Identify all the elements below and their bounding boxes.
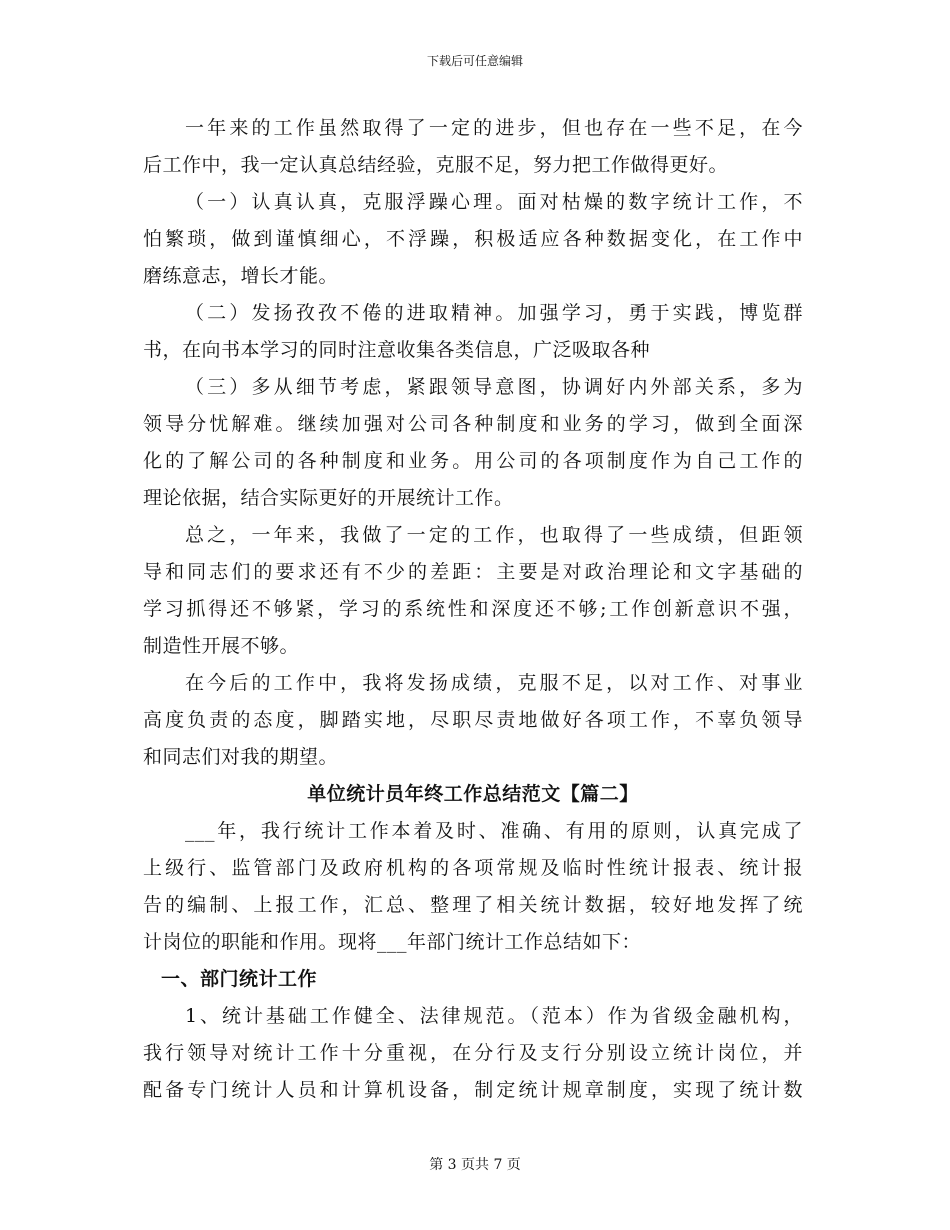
paragraph-line: 总之，一年来，我做了一定的工作，也取得了一些成绩，但距领 (185, 524, 803, 546)
paragraph-line: 在今后的工作中，我将发扬成绩，克服不足，以对工作、对事业 (185, 672, 803, 694)
paragraph-line: 计岗位的职能和作用。现将___年部门统计工作总结如下： (143, 931, 642, 953)
paragraph-line: （二）发扬孜孜不倦的进取精神。加强学习，勇于实践，博览群 (185, 302, 803, 324)
paragraph-line: 和同志们对我的期望。 (143, 746, 339, 768)
paragraph-line: 制造性开展不够。 (143, 635, 300, 657)
paragraph-line: 高度负责的态度，脚踏实地，尽职尽责地做好各项工作，不辜负领导 (143, 709, 803, 731)
paragraph-line: 理论依据，结合实际更好的开展统计工作。 (143, 487, 514, 509)
paragraph-line: （三）多从细节考虑，紧跟领导意图，协调好内外部关系，多为 (185, 376, 803, 398)
paragraph-line: 我行领导对统计工作十分重视，在分行及支行分别设立统计岗位，并 (143, 1042, 803, 1064)
paragraph-line: 磨练意志，增长才能。 (143, 265, 339, 287)
paragraph-line: 上级行、监管部门及政府机构的各项常规及临时性统计报表、统计报 (143, 857, 803, 879)
paragraph-line: （一）认真认真，克服浮躁心理。面对枯燥的数字统计工作，不 (185, 191, 803, 213)
paragraph-line: 一年来的工作虽然取得了一定的进步，但也存在一些不足，在今 (185, 117, 803, 139)
paragraph-line: 配备专门统计人员和计算机设备，制定统计规章制度，实现了统计数 (143, 1079, 803, 1101)
paragraph-line: 后工作中，我一定认真总结经验，克服不足，努力把工作做得更好。 (143, 154, 729, 176)
document-body (143, 110, 803, 1109)
paragraph-line: 导和同志们的要求还有不少的差距：主要是对政治理论和文字基础的 (143, 561, 803, 583)
paragraph-line: 学习抓得还不够紧，学习的系统性和深度还不够;工作创新意识不强， (143, 598, 803, 620)
page-header: 下载后可任意编辑 (426, 54, 523, 68)
paragraph-line: 告的编制、上报工作，汇总、整理了相关统计数据，较好地发挥了统 (143, 894, 803, 916)
paragraph-line: 化的了解公司的各种制度和业务。用公司的各项制度作为自己工作的 (143, 450, 803, 472)
paragraph-line: ___年，我行统计工作本着及时、准确、有用的原则，认真完成了 (185, 820, 803, 842)
paragraph-line: 领导分忧解难。继续加强对公司各种制度和业务的学习，做到全面深 (143, 413, 803, 435)
subsection-heading: 一、部门统计工作 (161, 968, 318, 990)
paragraph-line: 怕繁琐，做到谨慎细心，不浮躁，积极适应各种数据变化，在工作中 (143, 228, 803, 250)
page-footer: 第 3 页共 7 页 (429, 1157, 521, 1173)
paragraph-line: 书，在向书本学习的同时注意收集各类信息，广泛吸取各种 (143, 339, 651, 361)
paragraph-line: 1、统计基础工作健全、法律规范。（范本）作为省级金融机构， (185, 1005, 803, 1027)
section-heading: 单位统计员年终工作总结范文【篇二】 (307, 783, 639, 805)
